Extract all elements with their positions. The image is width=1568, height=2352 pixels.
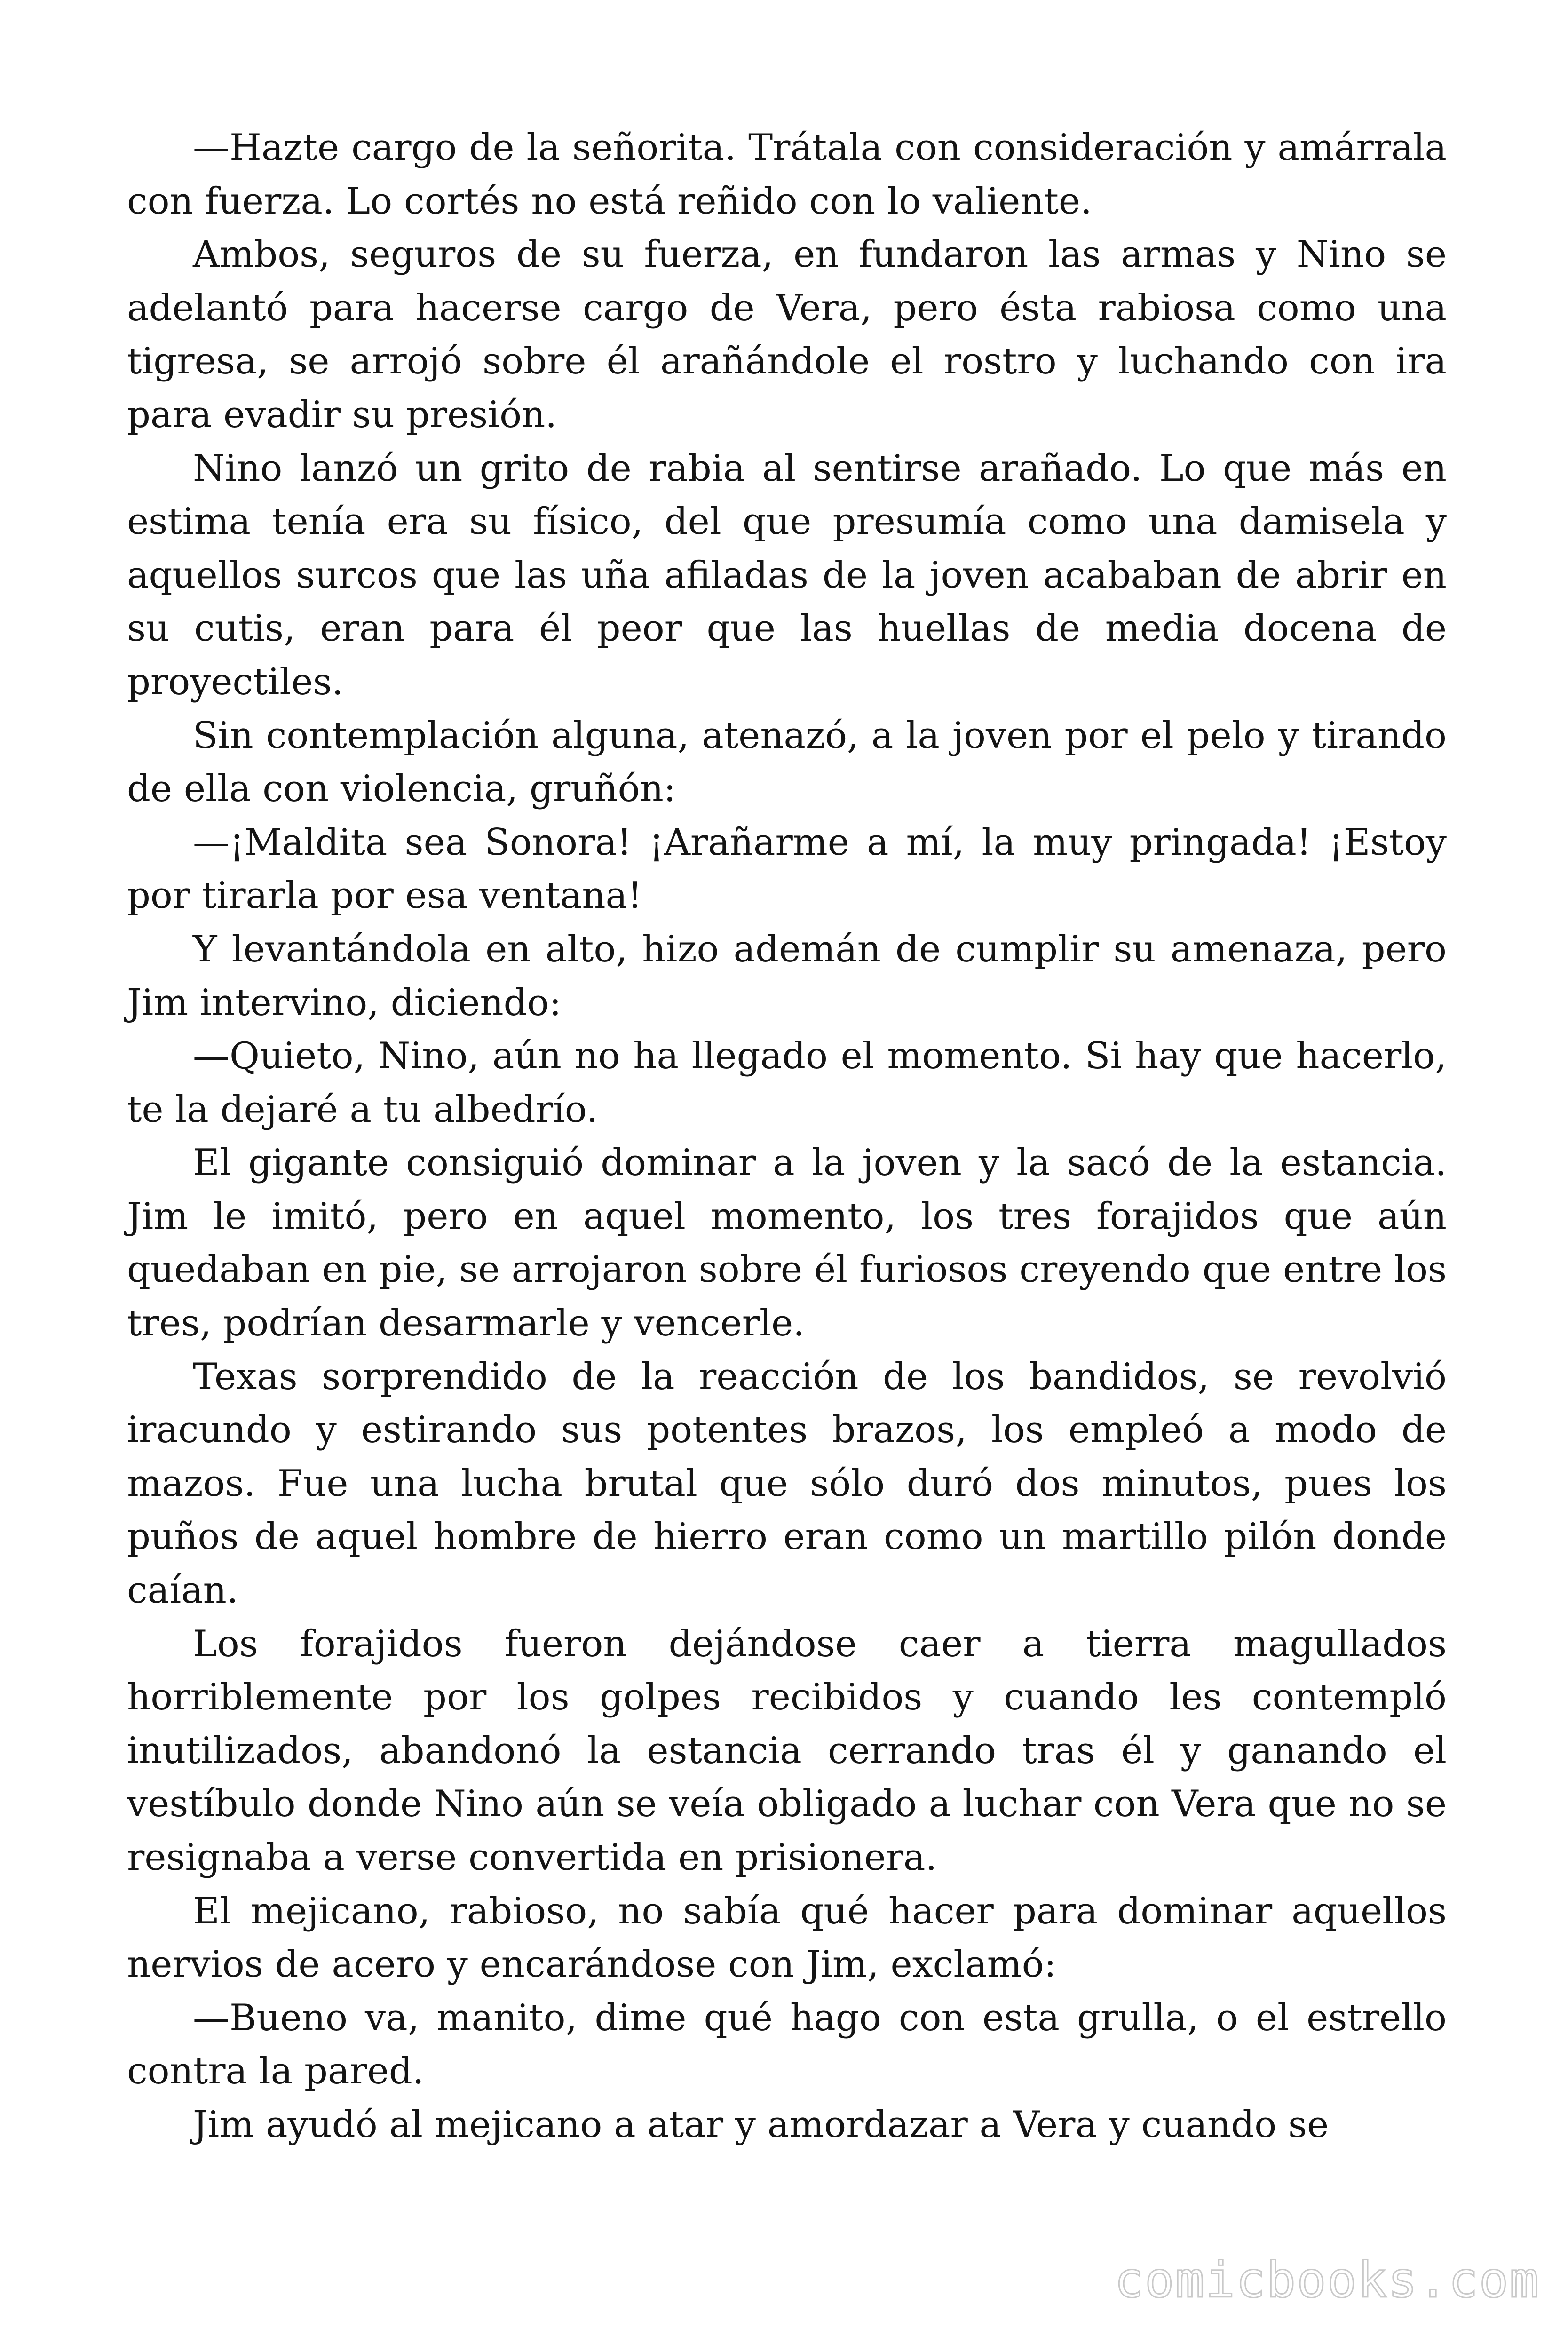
paragraph-7: —Quieto, Nino, aún no ha llegado el momento. Si hay que hacerlo, te la dejaré a tu albedrío.: [127, 1035, 1447, 1131]
paragraph-4: Sin contemplación alguna, atenazó, a la joven por el pelo y tirando de ella con violencia, gruñón:: [127, 714, 1447, 810]
paragraph-10: Los forajidos fueron dejándose caer a tierra magullados horriblemente por los golpes recibidos y cuando les contempló inutilizados, abandonó la estancia cerrando tras él y ganando el vestíbulo donde Nino aún se veía obligado a luchar con Vera que no se resignaba a verse convertida en prisionera.: [127, 1622, 1447, 1879]
page-body: [127, 121, 1447, 2152]
paragraph-1: —Hazte cargo de la señorita. Trátala con consideración y amárrala con fuerza. Lo cortés no está reñido con lo valiente.: [127, 127, 1447, 222]
paragraph-6: Y levantándola en alto, hizo ademán de cumplir su amenaza, pero Jim intervino, diciendo:: [127, 928, 1447, 1024]
paragraph-5: —¡Maldita sea Sonora! ¡Arañarme a mí, la muy pringada! ¡Estoy por tirarla por esa ventana!: [127, 821, 1447, 917]
paragraph-12: —Bueno va, manito, dime qué hago con esta grulla, o el estrello contra la pared.: [127, 1996, 1447, 2093]
paragraph-13: Jim ayudó al mejicano a atar y amordazar a Vera y cuando se: [193, 2103, 1329, 2146]
paragraph-2: Ambos, seguros de su fuerza, en fundaron las armas y Nino se adelantó para hacerse cargo de Vera, pero ésta rabiosa como una tigresa, se arrojó sobre él arañándole el rostro y luchando con ira para evadir su presión.: [127, 233, 1447, 436]
paragraph-3: Nino lanzó un grito de rabia al sentirse arañado. Lo que más en estima tenía era su físico, del que presumía como una damisela y aquellos surcos que las uña afiladas de la joven acababan de abrir en su cutis, eran para él peor que las huellas de media docena de proyectiles.: [127, 447, 1447, 703]
paragraph-8: El gigante consiguió dominar a la joven y la sacó de la estancia. Jim le imitó, pero en aquel momento, los tres forajidos que aún quedaban en pie, se arrojaron sobre él furiosos creyendo que entre los tres, podrían desarmarle y vencerle.: [127, 1142, 1447, 1345]
paragraph-9: Texas sorprendido de la reacción de los bandidos, se revolvió iracundo y estirando sus potentes brazos, los empleó a modo de mazos. Fue una lucha brutal que sólo duró dos minutos, pues los puños de aquel hombre de hierro eran como un martillo pilón donde caían.: [127, 1355, 1447, 1612]
paragraph-11: El mejicano, rabioso, no sabía qué hacer para dominar aquellos nervios de acero y encarándose con Jim, exclamó:: [127, 1890, 1447, 1986]
site-watermark: comicbooks.com: [1114, 2251, 1540, 2309]
